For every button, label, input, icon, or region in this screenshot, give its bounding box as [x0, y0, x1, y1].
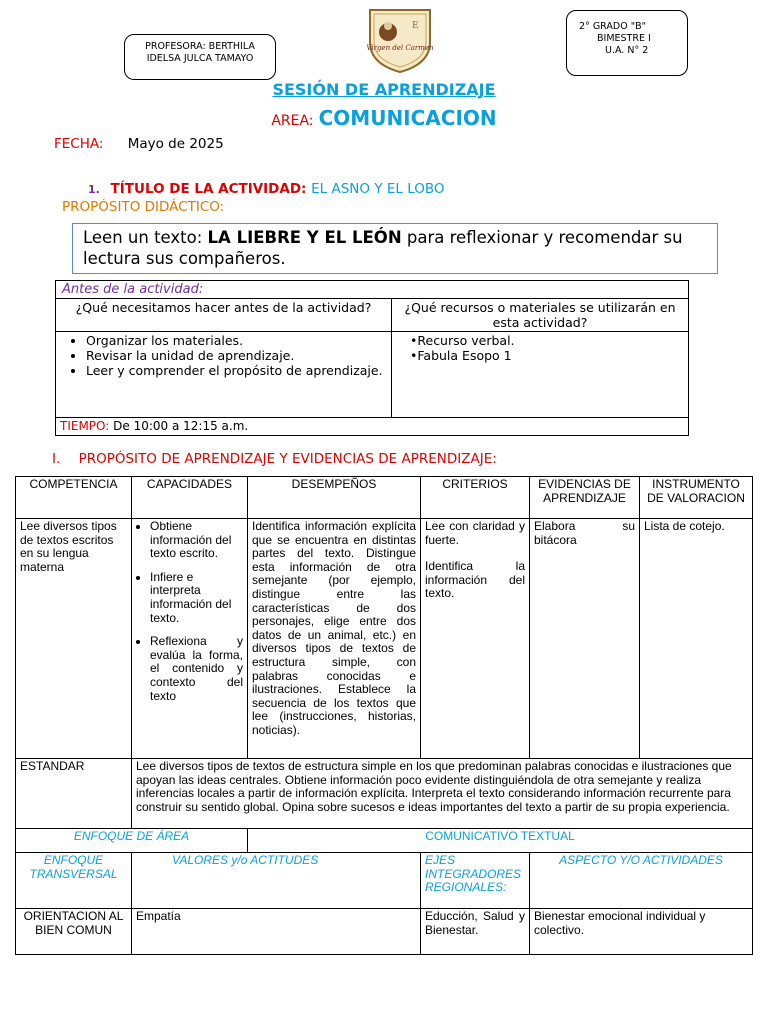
activity-value: EL ASNO Y EL LOBO: [311, 181, 445, 197]
estandar-label: ESTANDAR: [16, 759, 132, 829]
transversal-header: ASPECTO Y/O ACTIVIDADES: [530, 853, 753, 909]
list-item: • Revisar la unidad de aprendizaje.: [86, 348, 387, 363]
transversal-cell: Empatía: [132, 909, 421, 955]
transversal-header: EJES INTEGRADORES REGIONALES:: [421, 853, 530, 909]
time-value: De 10:00 a 12:15 a.m.: [113, 419, 249, 433]
desempenos-cell: Identifica información explícita que se encuentra en distintas partes del texto. Distingue esta información de otra semejante (por ejemplo, distingue entre las características de dos personajes, elige entre dos datos de un animal, etc.) en diversos tipos de textos de estructura simple, con palabras conocidas e ilustraciones. Establece la secuencia de los textos que lee (instrucciones, historias, noticias).: [248, 519, 421, 759]
main-table: [15, 476, 753, 955]
criterio-item: Lee con claridad y fuerte.: [425, 519, 525, 547]
transversal-cell: Educción, Salud y Bienestar.: [421, 909, 530, 955]
teacher-box: [124, 34, 276, 80]
estandar-text: Lee diversos tipos de textos de estructura simple en los que predominan palabras conocidas e ilustraciones que apoyan las ideas centrales. Obtiene información poco evidente distinguiéndola de otra semejante y realiza inferencias locales a partir de información explícita. Interpreta el texto considerando información recurrente para construir su sentido global. Opina sobre sucesos e ideas importantes del texto a partir de su propia experiencia.: [132, 759, 753, 829]
purpose-prefix: Leen un texto:: [83, 228, 203, 247]
competencia-cell: Lee diversos tipos de textos escritos en su lengua materna: [16, 519, 132, 759]
purpose-label: PROPÓSITO DIDÁCTICO:: [62, 199, 225, 215]
purpose-bold: LA LIEBRE Y EL LEÓN: [207, 228, 402, 247]
session-title: SESIÓN DE APRENDIZAJE: [272, 80, 496, 99]
grade-box: [566, 10, 688, 76]
area-line: [0, 106, 768, 130]
before-col1-header: ¿Qué necesitamos hacer antes de la actividad?: [56, 299, 392, 332]
header-desempenos: DESEMPEÑOS: [248, 477, 421, 519]
list-item: • Fabula Esopo 1: [410, 348, 684, 363]
before-col2-header: ¿Qué recursos o materiales se utilizarán en esta actividad?: [392, 299, 689, 332]
section-one-text: PROPÓSITO DE APRENDIZAJE Y EVIDENCIAS DE APRENDIZAJE:: [78, 451, 497, 467]
instrumento-cell: Lista de cotejo.: [640, 519, 753, 759]
activity-label: TÍTULO DE LA ACTIVIDAD:: [110, 181, 307, 197]
header-competencia: COMPETENCIA: [16, 477, 132, 519]
before-col2-cell: [392, 332, 689, 418]
header-instrumento: INSTRUMENTO DE VALORACION: [640, 477, 753, 519]
time-row: [56, 418, 689, 436]
evidencias-cell: Elabora su bitácora: [530, 519, 640, 759]
activity-line: [88, 181, 445, 197]
header-criterios: CRITERIOS: [421, 477, 530, 519]
criterios-cell: [421, 519, 530, 759]
date-line: [54, 136, 224, 152]
svg-text:E: E: [412, 21, 419, 31]
transversal-header: VALORES y/o ACTITUDES: [132, 853, 421, 909]
list-item: • Organizar los materiales.: [86, 333, 387, 348]
list-item: • Recurso verbal.: [410, 333, 684, 348]
area-value: COMUNICACION: [318, 106, 497, 130]
purpose-box: [72, 223, 718, 274]
enfoque-area-value: COMUNICATIVO TEXTUAL: [248, 829, 753, 853]
before-col1-cell: [56, 332, 392, 418]
before-table: [55, 280, 689, 436]
date-label: FECHA:: [54, 136, 104, 152]
list-item: • Infiere e interpreta información del texto.: [150, 571, 243, 625]
teacher-name: IDELSA JULCA TAMAYO: [146, 53, 254, 64]
list-item: • Leer y comprender el propósito de aprendizaje.: [86, 363, 387, 378]
activity-number: 1.: [88, 183, 100, 196]
school-logo: [366, 6, 434, 74]
section-one-number: I.: [52, 451, 61, 467]
enfoque-area-label: ENFOQUE DE ÁREA: [16, 829, 248, 853]
header-capacidades: CAPACIDADES: [132, 477, 248, 519]
time-label: TIEMPO:: [60, 419, 110, 433]
criterio-item: Identifica la información del texto.: [425, 559, 525, 601]
list-item: • Obtiene información del texto escrito.: [150, 520, 243, 561]
transversal-header: ENFOQUE TRANSVERSAL: [16, 853, 132, 909]
transversal-cell: Bienestar emocional individual y colectivo.: [530, 909, 753, 955]
date-value: Mayo de 2025: [127, 136, 224, 152]
purpose-suffix: para reflexionar y recomendar su lectura sus compañeros.: [83, 228, 683, 268]
term-line: BIMESTRE I: [597, 33, 651, 44]
unit-line: U.A. N° 2: [605, 45, 649, 56]
transversal-cell: ORIENTACION AL BIEN COMUN: [16, 909, 132, 955]
capacidades-cell: [132, 519, 248, 759]
grade-line: 2° GRADO "B": [579, 21, 646, 32]
area-label: AREA:: [271, 113, 314, 129]
logo-text: Virgen del Carmen: [366, 44, 434, 52]
before-heading: Antes de la actividad:: [56, 281, 689, 299]
teacher-label: PROFESORA: BERTHILA: [145, 41, 255, 52]
header-evidencias: EVIDENCIAS DE APRENDIZAJE: [530, 477, 640, 519]
list-item: • Reflexiona y evalúa la forma, el contenido y contexto del texto: [150, 635, 243, 703]
section-one-title: [52, 451, 497, 467]
